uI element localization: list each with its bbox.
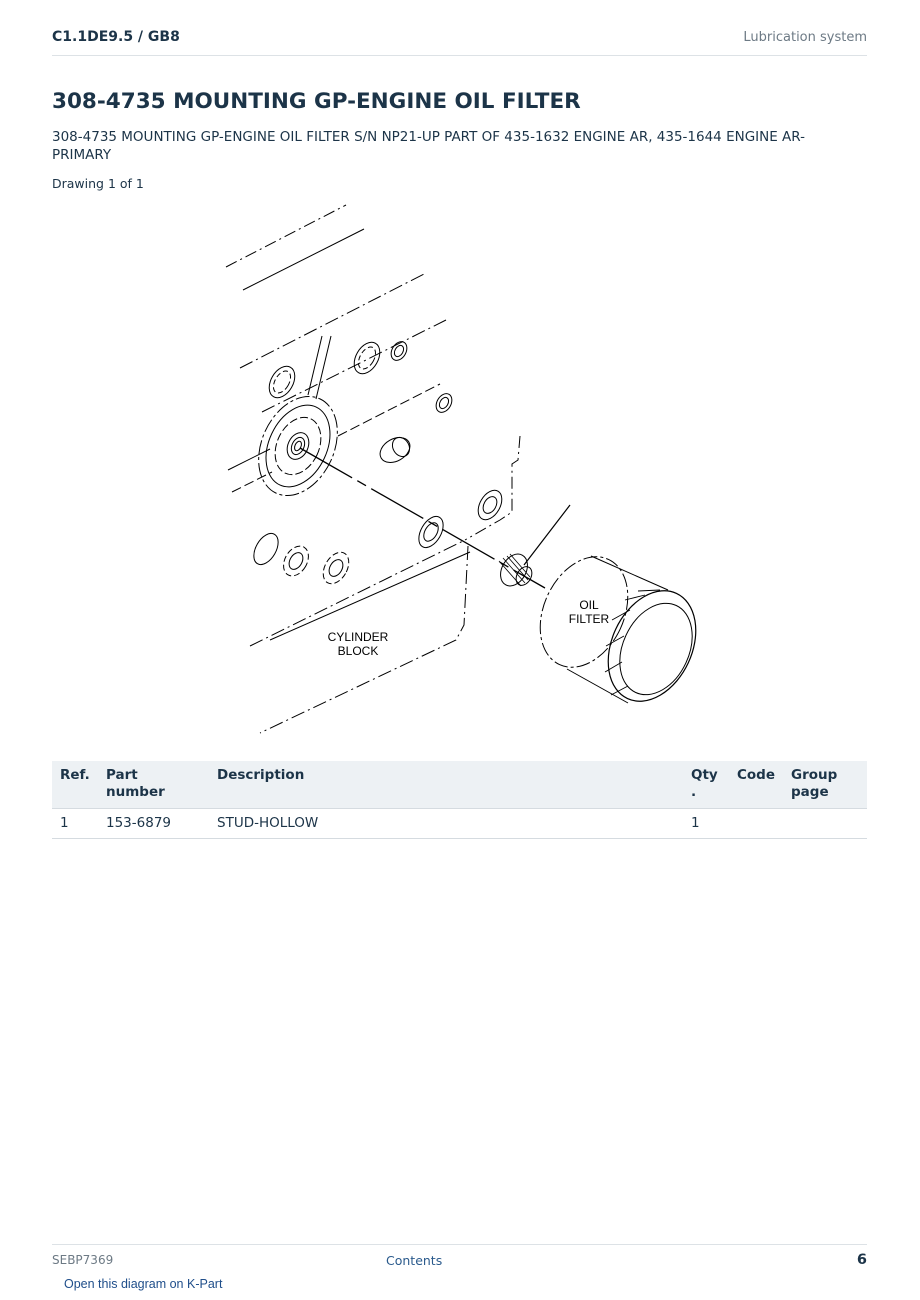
page-number: 6 — [856, 1252, 867, 1268]
header-qty-line2: . — [691, 784, 697, 800]
row-part-number: 153-6879 — [98, 809, 209, 839]
header-group-line1: Group — [791, 767, 838, 783]
row-group-page — [783, 809, 867, 839]
parts-table-header — [52, 761, 867, 809]
page-title: 308-4735 MOUNTING GP-ENGINE OIL FILTER — [52, 89, 581, 114]
table-row — [52, 809, 867, 839]
oil-filter-label-line1: OIL — [579, 598, 599, 612]
parts-table — [52, 761, 867, 839]
header-qty — [683, 761, 729, 809]
model-breadcrumb: C1.1DE9.5 / GB8 — [52, 29, 180, 45]
header-qty-line1: Qty — [691, 767, 718, 783]
row-code — [729, 809, 783, 839]
header-description: Description — [217, 767, 305, 783]
open-kpart-link[interactable]: Open this diagram on K-Part — [64, 1277, 223, 1291]
oil-filter-label-line2: FILTER — [568, 612, 610, 626]
row-description: STUD-HOLLOW — [209, 809, 683, 839]
header-code: Code — [737, 767, 776, 783]
cylinder-block-label-line1: CYLINDER — [327, 630, 389, 644]
header-part-number: Part number — [106, 767, 165, 800]
row-qty: 1 — [683, 809, 729, 839]
header-ref: Ref. — [60, 767, 90, 783]
row-ref: 1 — [52, 809, 98, 839]
parts-diagram — [215, 196, 715, 744]
page-header — [52, 28, 867, 56]
header-group-line2: page — [791, 784, 829, 800]
contents-link[interactable]: Contents — [386, 1253, 443, 1268]
section-name: Lubrication system — [743, 30, 867, 45]
page-subtitle: 308-4735 MOUNTING GP-ENGINE OIL FILTER S/N NP21-UP PART OF 435-1632 ENGINE AR, 435-1644 ENGINE AR-PRIMARY — [52, 129, 805, 163]
header-group-page — [783, 761, 867, 809]
cylinder-block-label-line2: BLOCK — [337, 644, 379, 658]
footer-divider — [52, 1244, 867, 1245]
drawing-count: Drawing 1 of 1 — [52, 176, 144, 191]
footer-doc-id: SEBP7369 — [52, 1253, 114, 1267]
